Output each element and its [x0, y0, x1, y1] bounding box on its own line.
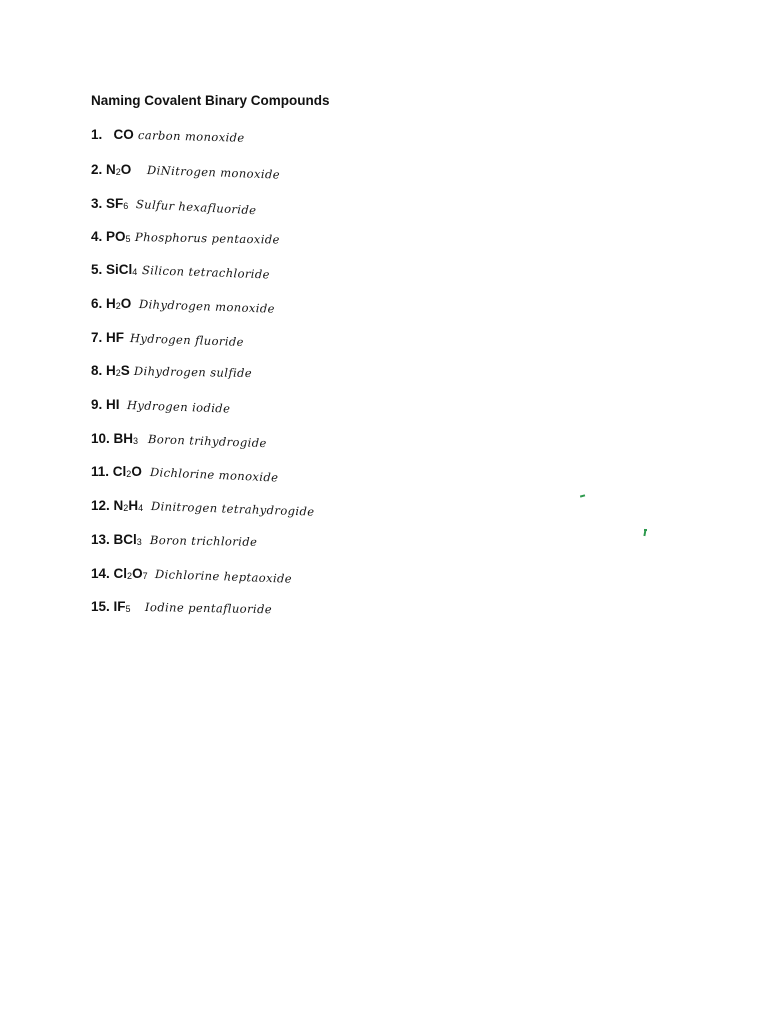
question-number: 7. [91, 330, 103, 345]
stray-green-mark [580, 494, 585, 497]
formula-symbol: Cl [113, 566, 128, 581]
formula-subscript: 2 [127, 571, 133, 581]
formula-symbol: BCl [113, 532, 137, 547]
question-number: 1. [91, 127, 103, 142]
formula-subscript: 3 [133, 436, 139, 446]
formula-subscript: 2 [115, 167, 121, 177]
formula-subscript: 2 [123, 503, 129, 513]
chemical-formula [91, 362, 130, 382]
chemical-formula [91, 497, 143, 517]
chemical-formula [91, 531, 142, 551]
formula-symbol: HF [106, 330, 125, 345]
formula-symbol: PO [106, 229, 126, 244]
formula-subscript: 4 [138, 503, 144, 513]
question-number: 6. [91, 296, 103, 311]
question-number: 8. [91, 363, 103, 378]
chemical-formula [91, 430, 138, 450]
formula-subscript: 3 [136, 537, 142, 547]
formula-symbol: SiCl [106, 262, 133, 277]
question-number: 3. [91, 196, 103, 211]
question-number: 4. [91, 229, 103, 244]
formula-subscript: 7 [142, 571, 148, 581]
formula-subscript: 2 [115, 301, 121, 311]
formula-symbol: CO [113, 127, 134, 142]
question-number: 2. [91, 162, 103, 177]
formula-symbol: O [120, 162, 132, 177]
question-number: 5. [91, 262, 103, 277]
chemical-formula [91, 463, 142, 483]
handwritten-answer: Dinitrogen tetrahydrogide [150, 499, 315, 519]
handwritten-answer: Sulfur hexafluoride [135, 197, 257, 218]
formula-symbol: Cl [112, 464, 127, 479]
handwritten-answer: Boron trichloride [149, 533, 258, 549]
chemical-formula [91, 261, 137, 281]
formula-symbol: BH [113, 431, 134, 446]
question-number: 15. [91, 599, 110, 614]
chemical-formula [91, 295, 131, 315]
handwritten-answer: Iodine pentafluoride [144, 600, 273, 617]
question-number: 11. [91, 464, 110, 479]
worksheet-title: Naming Covalent Binary Compounds [91, 93, 330, 108]
formula-symbol: O [132, 566, 143, 581]
handwritten-answer: Boron trihydrogide [147, 432, 267, 451]
chemical-formula [91, 161, 131, 181]
chemical-formula [91, 598, 131, 618]
formula-symbol: O [120, 296, 132, 311]
handwritten-answer: Dichlorine monoxide [149, 465, 279, 485]
formula-symbol: HI [106, 397, 120, 412]
formula-symbol: H [106, 363, 116, 378]
chemical-formula [91, 195, 128, 215]
question-number: 12. [91, 498, 110, 513]
question-number: 10. [91, 431, 110, 446]
chemical-formula [91, 329, 124, 347]
chemical-formula [91, 565, 148, 585]
chemical-formula [91, 228, 131, 248]
formula-symbol: N [113, 498, 124, 513]
handwritten-answer: DiNitrogen monoxide [146, 163, 281, 182]
formula-subscript: 5 [125, 234, 131, 244]
formula-subscript: 5 [125, 604, 131, 614]
handwritten-answer: carbon monoxide [137, 128, 245, 145]
formula-symbol: IF [113, 599, 126, 614]
handwritten-answer: Hydrogen fluoride [129, 331, 245, 349]
formula-symbol: N [106, 162, 116, 177]
question-number: 14. [91, 566, 110, 581]
handwritten-answer: Phosphorus pentaoxide [134, 230, 280, 247]
formula-subscript: 6 [123, 201, 129, 211]
formula-symbol: S [120, 363, 130, 378]
chemical-formula [91, 126, 134, 144]
formula-subscript: 2 [115, 368, 121, 378]
handwritten-answer: Dihydrogen monoxide [138, 297, 276, 316]
formula-subscript: 2 [126, 469, 132, 479]
formula-symbol: SF [106, 196, 124, 211]
question-number: 13. [91, 532, 110, 547]
formula-subscript: 4 [132, 267, 138, 277]
chemical-formula [91, 396, 120, 414]
formula-symbol: H [106, 296, 116, 311]
question-number: 9. [91, 397, 103, 412]
formula-symbol: H [128, 498, 139, 513]
stray-green-mark [644, 529, 647, 531]
handwritten-answer: Silicon tetrachloride [141, 263, 271, 282]
handwritten-answer: Dihydrogen sulfide [133, 364, 253, 381]
handwritten-answer: Dichlorine heptaoxide [154, 567, 293, 586]
formula-symbol: O [131, 464, 142, 479]
handwritten-answer: Hydrogen iodide [126, 398, 231, 416]
